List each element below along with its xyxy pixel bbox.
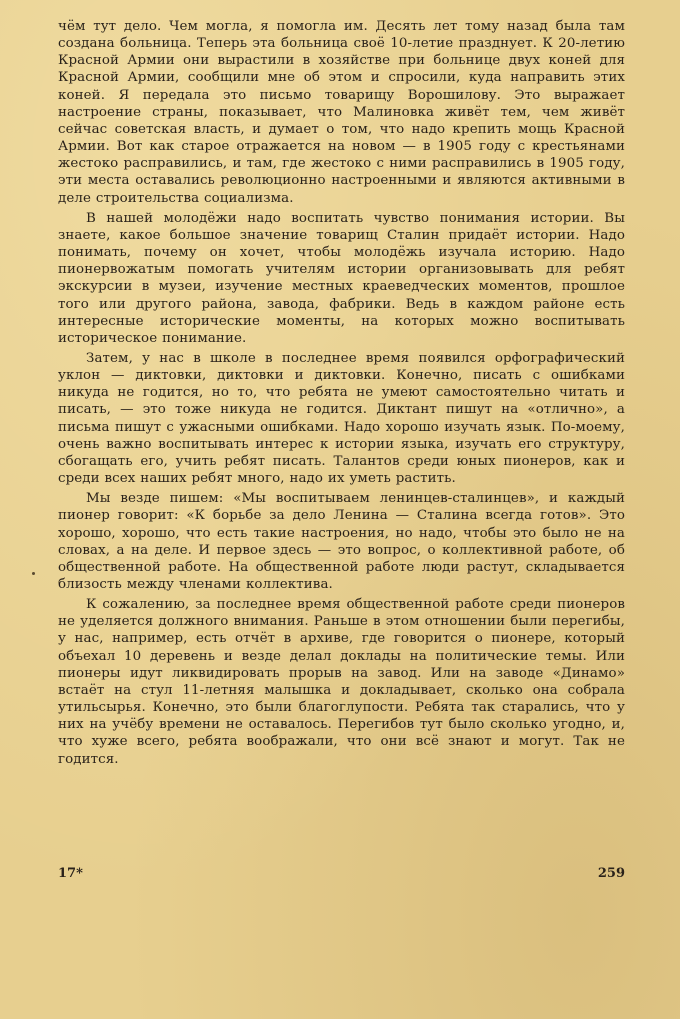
paragraph-history: В нашей молодёжи надо воспитать чувство понимания истории. Вы знаете, какое большое значение товарищ Сталин придаёт истории. Надо понимать, почему он хочет, чтобы молодёжь изучала историю. Надо пионервожатым помогать учителям истории организовывать для ребят экскурсии в музеи, изучение местных краеведческих моментов, прошлое того или другого района, завода, фабрики. Ведь в каждом районе есть интересные исторические моменты, на которых можно воспитывать историческое понимание.: [58, 210, 625, 346]
page-number: 259: [597, 866, 625, 881]
printer-signature: 17*: [58, 866, 83, 881]
paragraph-orthography: Затем, у нас в школе в последнее время появился орфографический уклон — диктовки, диктовки и диктовки. Конечно, писать с ошибками никуда не годится, но то, что ребята не умеют самостоятельно читать и писать, — это тоже никуда не годится. Диктант пишут на «отлично», а письма пишут с ужасными ошибками. Надо хорошо изучать язык. По-моему, очень важно воспитывать интерес к истории языка, изучать его структуру, сбогащать его, учить ребят писать. Талантов среди юных пионеров, как и среди всех наших ребят много, надо их уметь растить.: [58, 350, 625, 487]
paragraph-leninists: Мы везде пишем: «Мы воспитываем ленинцев-сталинцев», и каждый пионер говорит: «К борьбе за дело Ленина — Сталина всегда готов». Это хорошо, хорошо, что есть такие настроения, но надо, чтобы это было не на словах, а на деле. И первое здесь — это вопрос, о коллективной работе, об общественной работе. На общественной работе люди растут, складывается близость между членами коллектива.: [58, 491, 625, 592]
page-body: [58, 18, 625, 768]
paragraph-continuation: чём тут дело. Чем могла, я помогла им. Десять лет тому назад была там создана больница. Теперь эта больница своё 10-летие празднует. К 20-летию Красной Армии они вырастили в хозяйстве при больнице двух коней для Красной Армии, сообщили мне об этом и спросили, куда направить этих коней. Я передала это письмо товарищу Ворошилову. Это выражает настроение страны, показывает, что Малиновка живёт тем, чем живёт сейчас советская власть, и думает о том, что надо крепить мощь Красной Армии. Вот как старое отражается на новом — в 1905 году с крестьянами жестоко расправились, и там, где жестоко с ними расправились в 1905 году, эти места оставались революционно настроенными и являются активными в деле строительства социализма.: [58, 19, 625, 206]
paragraph-social-work: К сожалению, за последнее время общественной работе среди пионеров не уделяется должного внимания. Раньше в этом отношении были перегибы, у нас, например, есть отчёт в архиве, где говорится о пионере, который объехал 10 деревень и везде делал доклады на политические темы. Или пионеры идут ликвидировать прорыв на завод. Или на заводе «Динамо» встаёт на стул 11-летняя малышка и докладывает, сколько она собрала утильсырья. Конечно, это были благоглупости. Ребята так старались, что у них на учёбу времени не оставалось. Перегибов тут было сколько угодно, и, что хуже всего, ребята воображали, что они всё знают и могут. Так не годится.: [58, 597, 625, 767]
ink-speck: [32, 572, 35, 575]
